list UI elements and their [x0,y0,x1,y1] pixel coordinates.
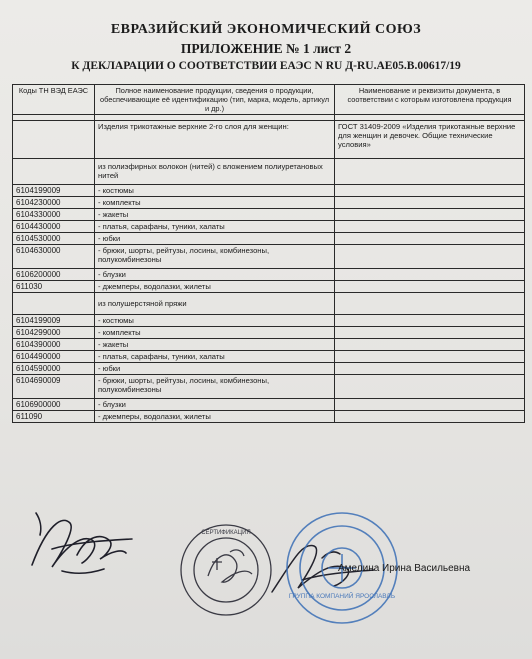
stamp-company-text: ГРУППА КОМПАНИЙ ЯРОСЛАВЛЬ [288,593,396,600]
table-row [13,185,525,197]
table-row [13,269,525,281]
tn-ved-code: 6104690009 [13,375,95,399]
header-codes: Коды ТН ВЭД ЕАЭС [13,85,95,115]
table-row [13,339,525,351]
product-description: - платья, сарафаны, туники, халаты [95,221,335,233]
table-header-row [13,85,525,115]
table-row [13,281,525,293]
product-description: - брюки, шорты, рейтузы, лосины, комбинезоны, полукомбинезоны [95,375,335,399]
product-description: - юбки [95,233,335,245]
product-description: - костюмы [95,185,335,197]
header-product-name: Полное наименование продукции, сведения о продукции, обеспечивающие её идентификацию (тип, марка, модель, артикул и др.) [95,85,335,115]
tn-ved-code: 6104630000 [13,245,95,269]
table-row [13,209,525,221]
product-description: - брюки, шорты, рейтузы, лосины, комбинезоны, полукомбинезоны [95,245,335,269]
tn-ved-code: 6104530000 [13,233,95,245]
tn-ved-code: 6104299000 [13,327,95,339]
product-description: - комплекты [95,197,335,209]
table-row [13,411,525,423]
tn-ved-code: 611090 [13,411,95,423]
signatory-name: Амелина Ирина Васильевна [338,563,471,574]
table-row [13,245,525,269]
group1-title-row [13,159,525,185]
tn-ved-code: 6104490000 [13,351,95,363]
intro-description: Изделия трикотажные верхние 2-го слоя для женщин: [95,121,335,159]
product-description: - жакеты [95,209,335,221]
table-row [13,315,525,327]
tn-ved-code: 6104430000 [13,221,95,233]
intro-row [13,121,525,159]
table-row [13,233,525,245]
product-description: - жакеты [95,339,335,351]
table-row [13,399,525,411]
product-description: - джемперы, водолазки, жилеты [95,281,335,293]
product-description: - платья, сарафаны, туники, халаты [95,351,335,363]
table-row [13,351,525,363]
group2-title-row [13,293,525,315]
signature-left [22,505,142,585]
tn-ved-code: 611030 [13,281,95,293]
tn-ved-code: 6106200000 [13,269,95,281]
table-row [13,327,525,339]
product-description: - комплекты [95,327,335,339]
seal-ring-text: СЕРТИФИКАЦИЯ [201,530,251,536]
table-row [13,221,525,233]
group2-title: из полушерстяной пряжи [95,293,335,315]
header-declaration: К ДЕКЛАРАЦИИ О СООТВЕТСТВИИ ЕАЭС N RU Д-RU.АЕ05.В.00617/19 [71,60,461,72]
round-seal-center [178,522,274,618]
table-row [13,363,525,375]
tn-ved-code: 6104390000 [13,339,95,351]
table-row [13,375,525,399]
tn-ved-code: 6106900000 [13,399,95,411]
tn-ved-code: 6104330000 [13,209,95,221]
tn-ved-code: 6104199009 [13,315,95,327]
product-description: - блузки [95,399,335,411]
header-appendix: ПРИЛОЖЕНИЕ № 1 лист 2 [180,41,352,56]
header-union: ЕВРАЗИЙСКИЙ ЭКОНОМИЧЕСКИЙ СОЮЗ [110,22,422,37]
product-description: - костюмы [95,315,335,327]
tn-ved-code: 6104590000 [13,363,95,375]
standard-document: ГОСТ 31409-2009 «Изделия трикотажные верхние для женщин и девочек. Общие технические условия» [335,121,525,159]
group1-title: из полиэфирных волокон (нитей) с вложением полиуретановых нитей [95,159,335,185]
tn-ved-code: 6104199009 [13,185,95,197]
product-description: - блузки [95,269,335,281]
header-document: Наименование и реквизиты документа, в соответствии с которым изготовлена продукция [335,85,525,115]
products-table [12,84,525,423]
table-row [13,197,525,209]
product-description: - юбки [95,363,335,375]
product-description: - джемперы, водолазки, жилеты [95,411,335,423]
tn-ved-code: 6104230000 [13,197,95,209]
